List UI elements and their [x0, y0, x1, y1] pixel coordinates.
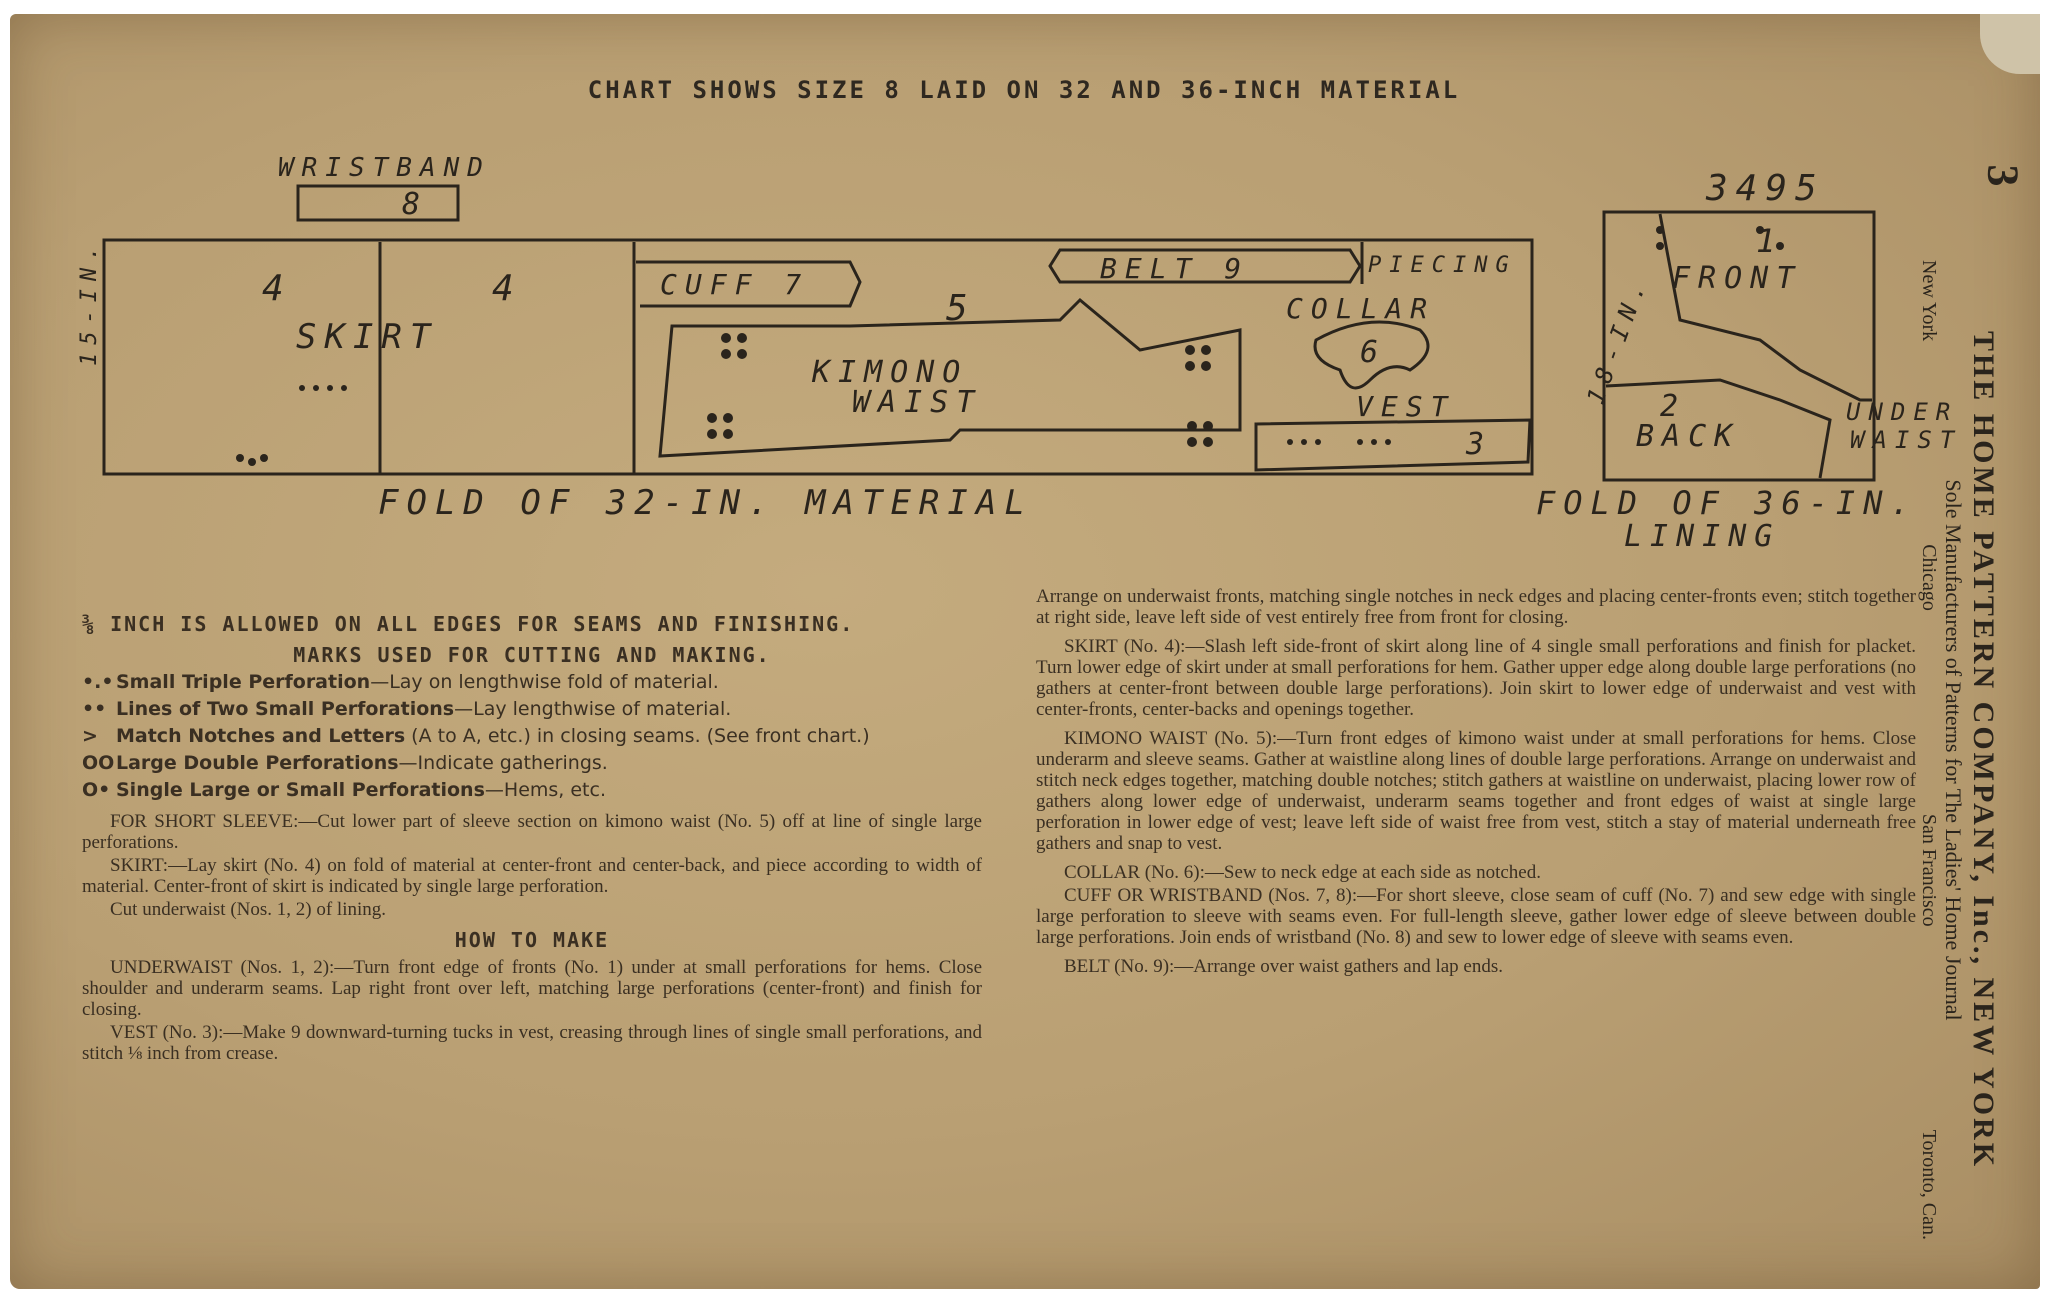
mark-desc: —Hems, etc. — [484, 779, 606, 801]
skirt-lay-text: SKIRT:—Lay skirt (No. 4) on fold of material at center-front and center-back, and piece according to width of material. Center-front of skirt is indicated by single large perforation. — [82, 855, 982, 897]
fold-32-label: FOLD OF 32-IN. MATERIAL — [378, 483, 1033, 523]
underwaist-label-a: UNDER — [1846, 398, 1959, 426]
marks-heading: MARKS USED FOR CUTTING AND MAKING. — [293, 643, 771, 667]
right-instruction-column — [1036, 586, 1916, 979]
wristband-piece — [298, 186, 458, 220]
company-subtitle: Sole Manufacturers of Patterns for The Ladies' Home Journal — [1941, 479, 1966, 1021]
vest-number: 3 — [1466, 427, 1493, 462]
waist-number: 5 — [946, 288, 976, 329]
pattern-number: 3495 — [1706, 168, 1825, 209]
mark-symbol: > — [82, 725, 98, 747]
collar-label: COLLAR — [1286, 292, 1436, 325]
vest-label: VEST — [1356, 390, 1456, 423]
cuff-label: CUFF 7 — [660, 268, 810, 301]
vest-text: VEST (No. 3):—Make 9 downward-turning tucks in vest, creasing through lines of single small perforations, and stitch ⅛ inch from crease. — [82, 1022, 982, 1064]
mark-term: Match Notches and Letters — [116, 725, 406, 747]
mark-item — [82, 672, 982, 693]
vest-continued-text: Arrange on underwaist fronts, matching single notches in neck edges and placing center-fronts even; stitch together at right side, leave left side of vest entirely free from front for closing. — [1036, 586, 1916, 628]
wristband-label: WRISTBAND — [278, 153, 491, 183]
company-name: THE HOME PATTERN COMPANY, Inc., NEW YORK — [1967, 330, 2000, 1170]
belt-label: BELT 9 — [1100, 252, 1250, 285]
left-instruction-column — [82, 614, 982, 1066]
city: Toronto, Can. — [1918, 1129, 1940, 1240]
city: San Francisco — [1918, 813, 1940, 927]
skirt-text: SKIRT (No. 4):—Slash left side-front of skirt along line of 4 single small perforations and finish for placket. Turn lower edge of skirt under at small perforations for hem. Gather upper edge along double large perforations (no gathers at center-front between double large perforations). Join skirt to lower edge of underwaist and vest with center-fronts, center-backs and openings together. — [1036, 636, 1916, 720]
width-right-label: 18-IN. — [1581, 271, 1654, 409]
seam-allowance-note: ⅜ INCH IS ALLOWED ON ALL EDGES FOR SEAMS AND FINISHING. — [82, 612, 855, 636]
mark-item — [82, 699, 982, 720]
mark-desc: (A to A, etc.) in closing seams. (See front chart.) — [405, 725, 870, 747]
width-left-label: 15-IN. — [77, 238, 102, 366]
mark-item — [82, 753, 982, 774]
fold-36-label: FOLD OF 36-IN. — [1536, 484, 1918, 522]
mark-term: Small Triple Perforation — [116, 671, 371, 693]
mark-symbol: O• — [82, 779, 111, 801]
city-list — [1917, 250, 1940, 1250]
back-label: BACK — [1636, 419, 1741, 454]
mark-desc: —Indicate gatherings. — [398, 752, 608, 774]
company-imprint — [1910, 250, 2000, 1250]
skirt-label: SKIRT — [296, 317, 439, 357]
lining-label: LINING — [1624, 519, 1781, 554]
mark-item — [82, 780, 982, 801]
belt-text: BELT (No. 9):—Arrange over waist gathers and lap ends. — [1064, 956, 1504, 977]
marks-legend — [82, 672, 982, 801]
underwaist-label-b: WAIST — [1850, 426, 1963, 454]
mark-term: Lines of Two Small Perforations — [116, 698, 455, 720]
how-to-make-heading: HOW TO MAKE — [454, 928, 610, 952]
skirt-number-b: 4 — [492, 268, 522, 309]
kimono-label: KIMONO — [812, 355, 969, 390]
piecing-label: PIECING — [1368, 253, 1517, 278]
underwaist-text: UNDERWAIST (Nos. 1, 2):—Turn front edge of fronts (No. 1) under at small perforations for hems. Close shoulder and underarm seams. Lap right front over left, matching large perforations (center-front) and finish for closing. — [82, 957, 982, 1020]
mark-desc: —Lay lengthwise of material. — [454, 698, 732, 720]
back-number: 2 — [1660, 389, 1687, 424]
collar-number: 6 — [1360, 335, 1387, 370]
mark-desc: —Lay on lengthwise fold of material. — [370, 671, 719, 693]
mark-item — [82, 726, 982, 747]
page-number: 3 — [1978, 164, 2028, 187]
city: Chicago — [1918, 544, 1940, 611]
front-label: FRONT — [1672, 261, 1803, 296]
mark-term: Single Large or Small Perforations — [116, 779, 485, 801]
waist-label: WAIST — [852, 385, 983, 420]
chart-title: CHART SHOWS SIZE 8 LAID ON 32 AND 36-INCH MATERIAL — [587, 76, 1461, 104]
cut-underwaist-text: Cut underwaist (Nos. 1, 2) of lining. — [110, 899, 387, 920]
short-sleeve-text: FOR SHORT SLEEVE:—Cut lower part of sleeve section on kimono waist (No. 5) off at line of single large perforations. — [82, 811, 982, 853]
skirt-number-a: 4 — [262, 268, 292, 309]
city: New York — [1918, 260, 1940, 342]
front-number: 1 — [1756, 222, 1784, 260]
mark-symbol: •• — [82, 698, 107, 720]
mark-term: Large Double Perforations — [116, 752, 399, 774]
cuff-text: CUFF OR WRISTBAND (Nos. 7, 8):—For short sleeve, close seam of cuff (No. 7) and sew edge with single large perforation to sleeve with seams even. For full-length sleeve, gather lower edge of sleeve between double large perforations. Join ends of wristband (No. 8) and sew to lower edge of sleeve with seams even. — [1036, 885, 1916, 948]
kimono-waist-text: KIMONO WAIST (No. 5):—Turn front edges of kimono waist under at small perforations for hems. Close underarm and sleeve seams. Gather at waistline along lines of double large perforations. Arrange on underwaist and stitch neck edges together, matching double notches; stitch gathers at waistline on underwaist, placing lower row of gathers along lower edge of underwaist, underarm seams together and front edges of waist at single large perforation in lower edge of vest; leave left side of waist free from vest, stitch a stay of material underneath free gathers and snap to vest. — [1036, 728, 1916, 854]
mark-symbol: •.• — [82, 671, 114, 693]
wristband-number: 8 — [402, 187, 429, 222]
mark-symbol: OO — [82, 752, 115, 774]
collar-text: COLLAR (No. 6):—Sew to neck edge at each side as notched. — [1064, 862, 1541, 883]
